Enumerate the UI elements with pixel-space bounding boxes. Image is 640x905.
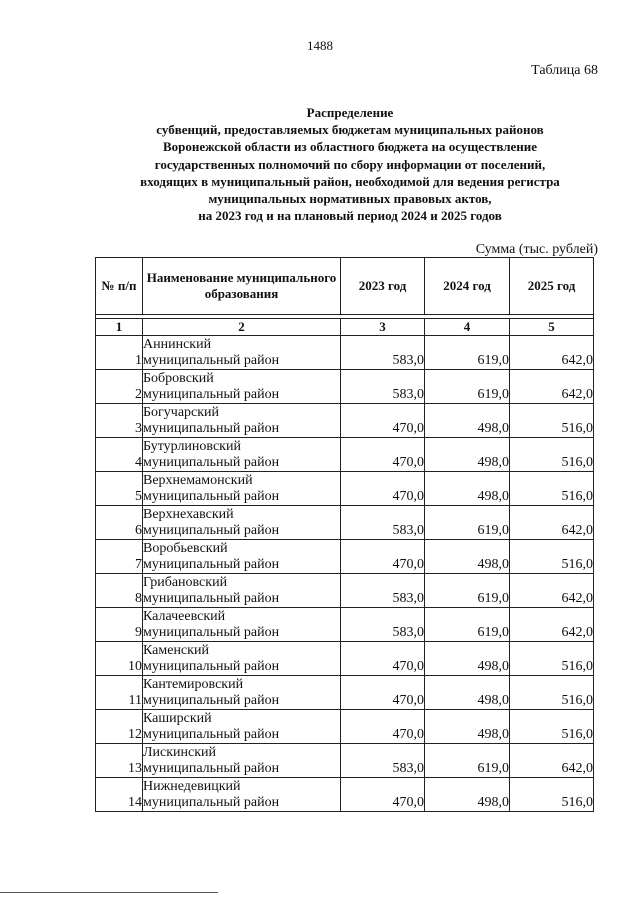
value-2023: 470,0 <box>341 540 425 574</box>
table-row <box>96 540 594 574</box>
municipality-name-line2: муниципальный район <box>143 625 280 640</box>
table-row <box>96 404 594 438</box>
title-line: Воронежской области из областного бюджета на осуществление <box>162 139 538 155</box>
value-2023: 470,0 <box>341 642 425 676</box>
value-2023: 470,0 <box>341 710 425 744</box>
municipality-name-line1: Каменский <box>143 643 209 658</box>
value-2023: 583,0 <box>341 574 425 608</box>
value-2025: 516,0 <box>510 710 594 744</box>
municipality-name-line2: муниципальный район <box>143 557 280 572</box>
table-row <box>96 676 594 710</box>
row-number: 4 <box>96 438 143 472</box>
value-2025: 516,0 <box>510 676 594 710</box>
row-number: 14 <box>96 778 143 812</box>
municipality-name <box>143 506 341 540</box>
municipality-name <box>143 744 341 778</box>
row-number: 5 <box>96 472 143 506</box>
municipality-name-line1: Кантемировский <box>143 677 244 692</box>
value-2024: 619,0 <box>425 574 510 608</box>
column-number-row <box>96 319 594 336</box>
value-2023: 583,0 <box>341 506 425 540</box>
title-line: на 2023 год и на плановый период 2024 и 2025 годов <box>198 208 502 224</box>
value-2024: 619,0 <box>425 336 510 370</box>
value-2025: 516,0 <box>510 438 594 472</box>
value-2025: 516,0 <box>510 404 594 438</box>
column-number: 1 <box>96 319 143 336</box>
row-number: 8 <box>96 574 143 608</box>
municipality-name-line1: Верхнемамонский <box>143 473 253 488</box>
value-2025: 516,0 <box>510 778 594 812</box>
municipality-name <box>143 574 341 608</box>
municipality-name-line2: муниципальный район <box>143 591 280 606</box>
subvention-table <box>95 257 594 812</box>
footnote-divider <box>0 892 218 893</box>
title-line: входящих в муниципальный район, необходимой для ведения регистра <box>140 173 560 189</box>
value-2025: 516,0 <box>510 540 594 574</box>
header-number: № п/п <box>96 258 143 315</box>
row-number: 11 <box>96 676 143 710</box>
table-row <box>96 574 594 608</box>
table-row <box>96 642 594 676</box>
table-row <box>96 438 594 472</box>
value-2024: 619,0 <box>425 506 510 540</box>
municipality-name-line2: муниципальный район <box>143 489 280 504</box>
column-number: 5 <box>510 319 594 336</box>
table-header-row <box>96 258 594 315</box>
table-row <box>96 472 594 506</box>
value-2023: 470,0 <box>341 472 425 506</box>
municipality-name <box>143 472 341 506</box>
municipality-name-line2: муниципальный район <box>143 693 280 708</box>
municipality-name <box>143 370 341 404</box>
municipality-name-line1: Воробьевский <box>143 541 228 556</box>
value-2023: 470,0 <box>341 676 425 710</box>
value-2025: 516,0 <box>510 642 594 676</box>
value-2023: 470,0 <box>341 438 425 472</box>
value-2024: 498,0 <box>425 540 510 574</box>
municipality-name-line1: Богучарский <box>143 405 220 420</box>
municipality-name-line1: Верхнехавский <box>143 507 234 522</box>
value-2025: 642,0 <box>510 506 594 540</box>
value-2023: 583,0 <box>341 370 425 404</box>
title-line: субвенций, предоставляемых бюджетам муниципальных районов <box>156 122 544 138</box>
municipality-name-line1: Нижнедевицкий <box>143 779 241 794</box>
municipality-name <box>143 676 341 710</box>
municipality-name-line1: Каширский <box>143 711 212 726</box>
value-2023: 583,0 <box>341 744 425 778</box>
value-2024: 498,0 <box>425 472 510 506</box>
table-label: Таблица 68 <box>531 63 598 78</box>
municipality-name <box>143 778 341 812</box>
value-2025: 642,0 <box>510 574 594 608</box>
table-row <box>96 710 594 744</box>
value-2024: 498,0 <box>425 642 510 676</box>
value-2023: 470,0 <box>341 404 425 438</box>
value-2024: 498,0 <box>425 438 510 472</box>
value-2023: 583,0 <box>341 608 425 642</box>
row-number: 13 <box>96 744 143 778</box>
value-2024: 498,0 <box>425 404 510 438</box>
header-name: Наименование муниципального образования <box>143 258 341 315</box>
municipality-name-line2: муниципальный район <box>143 353 280 368</box>
municipality-name <box>143 608 341 642</box>
municipality-name <box>143 336 341 370</box>
municipality-name-line2: муниципальный район <box>143 387 280 402</box>
row-number: 1 <box>96 336 143 370</box>
value-2025: 642,0 <box>510 744 594 778</box>
municipality-name-line2: муниципальный район <box>143 523 280 538</box>
row-number: 6 <box>96 506 143 540</box>
municipality-name <box>143 710 341 744</box>
row-number: 12 <box>96 710 143 744</box>
value-2023: 470,0 <box>341 778 425 812</box>
municipality-name-line2: муниципальный район <box>143 421 280 436</box>
municipality-name-line2: муниципальный район <box>143 727 280 742</box>
table-row <box>96 336 594 370</box>
row-number: 10 <box>96 642 143 676</box>
municipality-name <box>143 540 341 574</box>
value-2024: 498,0 <box>425 710 510 744</box>
table-body <box>96 336 594 812</box>
table-row <box>96 370 594 404</box>
header-2025: 2025 год <box>510 258 594 315</box>
municipality-name-line1: Бутурлиновский <box>143 439 241 454</box>
value-2024: 619,0 <box>425 608 510 642</box>
title-line: муниципальных нормативных правовых актов, <box>208 191 492 207</box>
document-title <box>60 104 640 224</box>
column-number: 3 <box>341 319 425 336</box>
municipality-name-line2: муниципальный район <box>143 455 280 470</box>
column-number: 2 <box>143 319 341 336</box>
value-2024: 619,0 <box>425 370 510 404</box>
header-2023: 2023 год <box>341 258 425 315</box>
value-2025: 516,0 <box>510 472 594 506</box>
column-number: 4 <box>425 319 510 336</box>
value-2024: 498,0 <box>425 778 510 812</box>
municipality-name-line1: Грибановский <box>143 575 228 590</box>
municipality-name-line1: Бобровский <box>143 371 214 386</box>
row-number: 3 <box>96 404 143 438</box>
value-2025: 642,0 <box>510 336 594 370</box>
row-number: 9 <box>96 608 143 642</box>
row-number: 2 <box>96 370 143 404</box>
page-number: 1488 <box>307 38 333 53</box>
value-2023: 583,0 <box>341 336 425 370</box>
header-2024: 2024 год <box>425 258 510 315</box>
table-row <box>96 778 594 812</box>
municipality-name-line2: муниципальный район <box>143 795 280 810</box>
municipality-name-line2: муниципальный район <box>143 659 280 674</box>
value-2024: 498,0 <box>425 676 510 710</box>
municipality-name-line1: Лискинский <box>143 745 216 760</box>
table-row <box>96 744 594 778</box>
municipality-name-line2: муниципальный район <box>143 761 280 776</box>
title-line: Распределение <box>306 105 394 120</box>
municipality-name <box>143 438 341 472</box>
municipality-name-line1: Калачеевский <box>143 609 226 624</box>
row-number: 7 <box>96 540 143 574</box>
value-2024: 619,0 <box>425 744 510 778</box>
value-2025: 642,0 <box>510 370 594 404</box>
title-line: государственных полномочий по сбору информации от поселений, <box>154 156 546 172</box>
municipality-name <box>143 642 341 676</box>
municipality-name-line1: Аннинский <box>143 337 212 352</box>
sum-caption: Сумма (тыс. рублей) <box>475 242 598 257</box>
municipality-name <box>143 404 341 438</box>
table-row <box>96 608 594 642</box>
value-2025: 642,0 <box>510 608 594 642</box>
table-row <box>96 506 594 540</box>
